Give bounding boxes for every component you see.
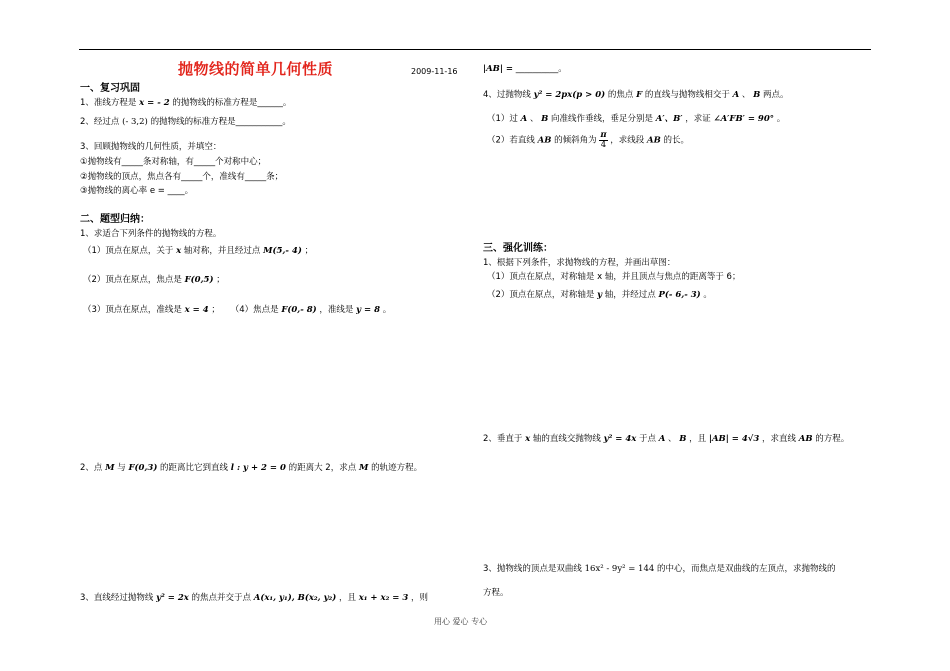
types-q2-math-m: M xyxy=(105,463,115,473)
types-q4-part-2-fraction xyxy=(599,131,607,149)
types-q4-part-1-text-2: 向准线作垂线，垂足分别是 xyxy=(551,114,654,124)
types-q3-text: 3、直线经过抛物线 xyxy=(80,593,154,603)
practice-q2-math-b: B xyxy=(679,434,687,444)
types-q2 xyxy=(80,463,422,473)
types-q4-math-b: B xyxy=(753,90,761,100)
types-q1-part-1-point: M(5,- 4) xyxy=(263,246,302,256)
practice-q1-part-2-text: （2）顶点在原点，对称轴是 xyxy=(487,290,595,300)
types-q4-part-2-text-2: 的倾斜角为 xyxy=(554,135,597,146)
types-q4-part-1-sep: 、 xyxy=(529,114,539,124)
types-q4-part-1-feet: A′、B′ xyxy=(655,114,683,124)
types-q2-math-m-2: M xyxy=(358,463,369,473)
practice-q2-math-length: |AB| = 4√3 xyxy=(708,434,760,444)
types-q4-text: 4、过抛物线 xyxy=(483,90,531,100)
review-q2-text-2: 的抛物线的标准方程是___________。 xyxy=(150,117,291,127)
types-q3-continuation xyxy=(483,64,567,74)
practice-q2-text-5: ，求直线 xyxy=(762,434,797,444)
types-q1-part-2-math: F(0,5) xyxy=(184,275,214,285)
practice-q2-math-ab: AB xyxy=(798,434,813,444)
types-q1: 1、求适合下列条件的抛物线的方程。 xyxy=(80,229,222,239)
types-q3-text-3: ，且 xyxy=(338,593,356,603)
section-practice-heading: 三、强化训练： xyxy=(483,243,553,254)
types-q3 xyxy=(80,593,428,603)
types-q2-text-2: 与 xyxy=(117,463,126,473)
types-q3-math-parabola: y² = 2x xyxy=(156,593,189,603)
types-q1-part-1-end: ； xyxy=(304,246,314,256)
types-q4-text-2: 的焦点 xyxy=(607,90,634,100)
types-q4-part-1-text: （1）过 xyxy=(487,114,518,124)
practice-q2-text: 2、垂直于 xyxy=(483,434,523,444)
types-q1-part-1 xyxy=(83,246,313,256)
practice-q2-math-x: x xyxy=(525,434,531,444)
practice-q3-text-2: 的中心，而焦点是双曲线的左顶点，求抛物线的 xyxy=(657,564,836,574)
practice-q2-text-4: ，且 xyxy=(689,434,707,444)
types-q3-math-sum: x₁ + x₂ = 3 xyxy=(358,593,409,603)
review-q3: 3、回顾抛物线的几何性质，并填空： xyxy=(80,142,222,152)
types-q2-text-3: 的距离比它到直线 xyxy=(160,463,229,473)
practice-q3 xyxy=(483,564,836,574)
types-q1-part-2 xyxy=(83,275,225,285)
top-rule xyxy=(79,49,871,50)
types-q4-part-1-b: B xyxy=(541,114,549,124)
page-footer: 用心 爱心 专心 xyxy=(434,617,488,626)
review-q2 xyxy=(80,117,291,127)
types-q4-math-f: F xyxy=(636,90,643,100)
practice-q1-part-2-point: P(- 6,- 3) xyxy=(658,290,701,300)
review-q1-text-2: 的抛物线的标准方程是______。 xyxy=(172,98,292,108)
page-title: 抛物线的简单几何性质 xyxy=(178,60,334,78)
types-q4-part-2-ab: AB xyxy=(537,135,552,146)
types-q1-part-3-text: （3）顶点在原点，准线是 xyxy=(83,305,182,315)
practice-q2 xyxy=(483,434,849,444)
review-q1 xyxy=(80,98,291,108)
types-q1-part-3-4 xyxy=(83,305,391,315)
types-q4-math-parabola: y² = 2px(p > 0) xyxy=(533,90,606,100)
practice-q1-part-2-axis: y xyxy=(597,290,603,300)
fraction-denominator: 4 xyxy=(600,139,607,150)
types-q4 xyxy=(483,90,789,100)
types-q2-text-5: 的轨迹方程。 xyxy=(371,463,423,473)
section-review-heading: 一、复习巩固 xyxy=(80,83,140,94)
review-q3-item-1: ①抛物线有_____条对称轴，有_____个对称中心； xyxy=(80,157,267,167)
types-q1-part-2-end: ； xyxy=(216,275,225,285)
types-q1-part-4-directrix: y = 8 xyxy=(356,305,380,315)
practice-q3-math-hyperbola: 16x² - 9y² = 144 xyxy=(584,564,655,574)
review-q2-math: (- 3,2) xyxy=(122,117,148,127)
practice-q2-text-3: 于点 xyxy=(639,434,657,444)
types-q4-part-1 xyxy=(487,114,785,124)
types-q1-part-1-math: x xyxy=(176,246,182,256)
types-q4-part-1-end: 。 xyxy=(776,114,786,124)
types-q4-part-1-text-3: ，求证 xyxy=(685,114,711,124)
types-q4-part-2-text: （2）若直线 xyxy=(487,135,535,146)
practice-q3-continuation: 方程。 xyxy=(483,588,509,598)
types-q3-math-points: A(x₁, y₁), B(x₂, y₂) xyxy=(253,593,337,603)
types-q1-part-2-text: （2）顶点在原点，焦点是 xyxy=(83,275,182,285)
types-q2-math-line: l : y + 2 = 0 xyxy=(230,463,286,473)
practice-q1: 1、根据下列条件，求抛物线的方程，并画出草图： xyxy=(483,258,676,268)
practice-q2-sep: 、 xyxy=(668,434,677,444)
review-q1-text: 1、准线方程是 xyxy=(80,98,137,108)
types-q1-part-4-end: 。 xyxy=(382,305,392,315)
types-q4-sep: 、 xyxy=(741,90,751,100)
practice-q2-text-6: 的方程。 xyxy=(815,434,850,444)
practice-q2-text-2: 轴的直线交抛物线 xyxy=(532,434,601,444)
types-q3-text-2: 的焦点并交于点 xyxy=(191,593,252,603)
types-q2-text: 2、点 xyxy=(80,463,103,473)
practice-q2-math-a: A xyxy=(658,434,666,444)
types-q3-answer-math: |AB| = xyxy=(483,64,514,74)
types-q4-part-1-angle: ∠A′FB′ = 90° xyxy=(713,114,774,124)
types-q4-math-a: A xyxy=(732,90,740,100)
types-q4-part-1-a: A xyxy=(520,114,528,124)
types-q2-text-4: 的距离大 2，求点 xyxy=(288,463,357,473)
types-q1-part-3-end: ； xyxy=(211,305,220,315)
section-types-heading: 二、题型归纳： xyxy=(80,214,150,225)
review-q1-math: x = - 2 xyxy=(139,98,170,108)
types-q1-part-1-text-2: 轴对称，并且经过点 xyxy=(183,246,261,256)
types-q4-part-2 xyxy=(487,131,689,149)
types-q4-part-2-ab-2: AB xyxy=(646,135,661,146)
types-q2-math-f: F(0,3) xyxy=(128,463,158,473)
practice-q2-math-parabola: y² = 4x xyxy=(603,434,637,444)
types-q1-part-3-math: x = 4 xyxy=(184,305,209,315)
types-q1-part-4-focus: F(0,- 8) xyxy=(281,305,317,315)
types-q4-text-3: 的直线与抛物线相交于 xyxy=(644,90,730,100)
types-q1-part-4-text-2: ，准线是 xyxy=(319,305,354,315)
types-q4-part-2-end: 的长。 xyxy=(663,135,689,146)
types-q4-part-2-text-3: ，求线段 xyxy=(610,135,645,146)
practice-q1-part-2 xyxy=(487,290,712,300)
fraction-numerator: π xyxy=(600,130,607,140)
review-q3-item-2: ②抛物线的顶点，焦点各有_____个，准线有_____条； xyxy=(80,172,284,182)
practice-q3-text: 3、抛物线的顶点是双曲线 xyxy=(483,564,582,574)
page-date: 2009-11-16 xyxy=(411,67,458,76)
types-q3-answer-blank: __________。 xyxy=(515,64,567,74)
types-q1-part-1-text: （1）顶点在原点，关于 xyxy=(83,246,174,256)
types-q3-text-4: ，则 xyxy=(410,593,428,603)
practice-q1-part-2-end: 。 xyxy=(703,290,712,300)
review-q2-text: 2、经过点 xyxy=(80,117,120,127)
types-q1-part-4-text: （4）焦点是 xyxy=(230,305,279,315)
review-q3-item-3: ③抛物线的离心率 e = ____。 xyxy=(80,186,194,196)
practice-q1-part-2-text-2: 轴，并经过点 xyxy=(604,290,656,300)
practice-q1-part-1: （1）顶点在原点，对称轴是 x 轴，并且顶点与焦点的距离等于 6； xyxy=(487,272,741,282)
types-q4-text-4: 两点。 xyxy=(763,90,789,100)
